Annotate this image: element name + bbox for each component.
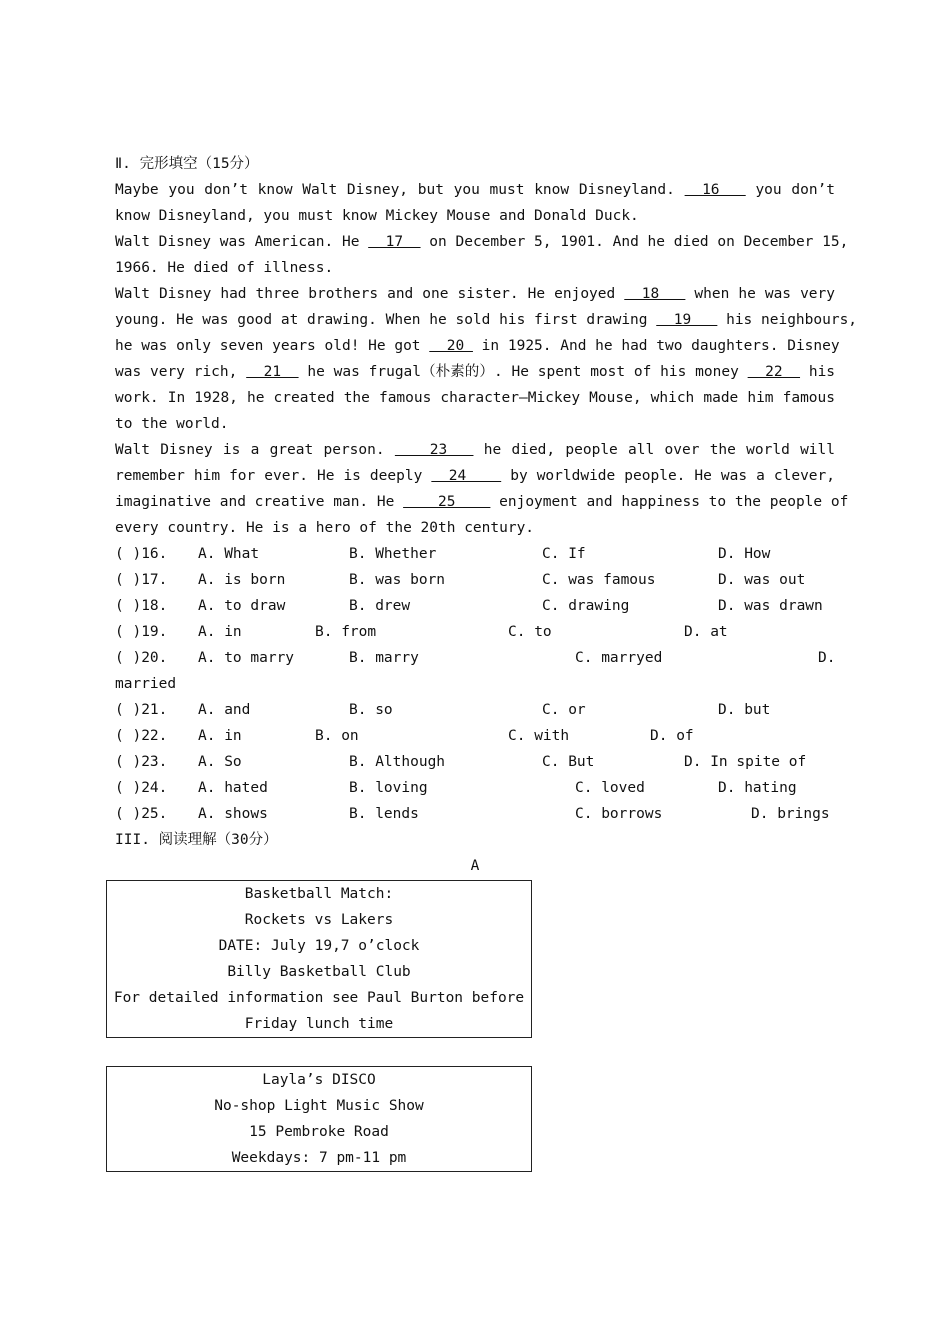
blank-19: 19 xyxy=(656,312,718,328)
option-c: C. loved xyxy=(575,780,645,796)
question-number: ( )18. xyxy=(115,598,168,614)
question-number: ( )25. xyxy=(115,806,168,822)
option-b: B. lends xyxy=(349,806,419,822)
question-number: ( )21. xyxy=(115,702,168,718)
question-number: ( )23. xyxy=(115,754,168,770)
blank-25: 25 xyxy=(403,494,491,510)
passage-line: every country. He is a hero of the 20th century. xyxy=(115,520,535,536)
option-a: A. in xyxy=(198,624,242,640)
option-b: B. from xyxy=(315,624,377,640)
passage-line: Walt Disney is a great person. 23 he died, people all over the world will xyxy=(115,437,835,463)
option-d: D. xyxy=(818,650,836,666)
option-b: B. so xyxy=(349,702,393,718)
notice-line: Weekdays: 7 pm-11 pm xyxy=(231,1150,407,1166)
option-a: A. and xyxy=(198,702,251,718)
question-number: ( )20. xyxy=(115,650,168,666)
notice-line: 15 Pembroke Road xyxy=(249,1124,389,1140)
blank-24: 24 xyxy=(431,468,502,484)
notice-line: No-shop Light Music Show xyxy=(214,1098,424,1114)
question-number: ( )22. xyxy=(115,728,168,744)
passage-line: young. He was good at drawing. When he sold his first drawing 19 his neighbours, xyxy=(115,307,835,333)
option-c: C. with xyxy=(508,728,570,744)
notice-line: DATE: July 19,7 o’clock xyxy=(218,938,420,954)
option-b: B. drew xyxy=(349,598,411,614)
blank-23: 23 xyxy=(394,442,474,458)
option-c: C. But xyxy=(542,754,595,770)
option-a: A. hated xyxy=(198,780,268,796)
option-a: A. to draw xyxy=(198,598,286,614)
option-d-wrapped: married xyxy=(115,676,177,692)
option-d: D. at xyxy=(684,624,728,640)
option-b: B. Although xyxy=(349,754,446,770)
option-c: C. drawing xyxy=(542,598,630,614)
section-heading-cloze: Ⅱ. 完形填空（15分） xyxy=(115,156,259,172)
passage-line: imaginative and creative man. He 25 enjoyment and happiness to the people of xyxy=(115,489,835,515)
question-21 xyxy=(115,697,835,723)
question-22 xyxy=(115,723,835,749)
blank-22: 22 xyxy=(747,364,801,380)
option-b: B. marry xyxy=(349,650,419,666)
option-a: A. in xyxy=(198,728,242,744)
option-d: D. How xyxy=(718,546,771,562)
blank-17: 17 xyxy=(368,234,421,250)
option-b: B. loving xyxy=(349,780,428,796)
passage-line: know Disneyland, you must know Mickey Mouse and Donald Duck. xyxy=(115,208,639,224)
option-a: A. is born xyxy=(198,572,286,588)
option-c: C. or xyxy=(542,702,586,718)
question-18 xyxy=(115,593,835,619)
option-a: A. What xyxy=(198,546,260,562)
question-number: ( )16. xyxy=(115,546,168,562)
option-d: D. was drawn xyxy=(718,598,823,614)
question-25 xyxy=(115,801,835,827)
notice-basketball-match xyxy=(106,880,532,1038)
passage-line: to the world. xyxy=(115,416,229,432)
option-a: A. shows xyxy=(198,806,268,822)
passage-line: Maybe you don’t know Walt Disney, but you must know Disneyland. 16 you don’t xyxy=(115,177,835,203)
option-c: C. to xyxy=(508,624,552,640)
passage-line: Walt Disney was American. He 17 on December 5, 1901. And he died on December 15, xyxy=(115,229,835,255)
notice-line: For detailed information see Paul Burton before xyxy=(113,990,525,1006)
option-d: D. but xyxy=(718,702,771,718)
cloze-section xyxy=(115,151,858,879)
blank-18: 18 xyxy=(624,286,686,302)
option-d: D. brings xyxy=(751,806,830,822)
notice-line: Friday lunch time xyxy=(244,1016,394,1032)
question-number: ( )17. xyxy=(115,572,168,588)
blank-21: 21 xyxy=(246,364,299,380)
question-16 xyxy=(115,541,835,567)
question-20 xyxy=(115,645,835,671)
blank-20: 20 xyxy=(429,338,473,354)
notice-line: Basketball Match: xyxy=(244,886,394,902)
passage-line: Walt Disney had three brothers and one sister. He enjoyed 18 when he was very xyxy=(115,281,835,307)
option-d: D. hating xyxy=(718,780,797,796)
option-c: C. If xyxy=(542,546,586,562)
option-c: C. marryed xyxy=(575,650,663,666)
passage-line: he was only seven years old! He got 20 in 1925. And he had two daughters. Disney xyxy=(115,333,835,359)
question-23 xyxy=(115,749,835,775)
passage-line: remember him for ever. He is deeply 24 by worldwide people. He was a clever, xyxy=(115,463,835,489)
section-heading-reading: III. 阅读理解（30分） xyxy=(115,832,278,848)
option-d: D. of xyxy=(650,728,694,744)
option-b: B. was born xyxy=(349,572,446,588)
question-17 xyxy=(115,567,835,593)
option-c: C. borrows xyxy=(575,806,663,822)
option-a: A. So xyxy=(198,754,242,770)
option-a: A. to marry xyxy=(198,650,295,666)
question-24 xyxy=(115,775,835,801)
question-number: ( )19. xyxy=(115,624,168,640)
option-b: B. on xyxy=(315,728,359,744)
question-number: ( )24. xyxy=(115,780,168,796)
option-d: D. was out xyxy=(718,572,806,588)
part-label: A xyxy=(470,858,480,874)
notice-line: Rockets vs Lakers xyxy=(244,912,394,928)
option-c: C. was famous xyxy=(542,572,656,588)
option-b: B. Whether xyxy=(349,546,437,562)
passage-line: 1966. He died of illness. xyxy=(115,260,334,276)
notice-line: Billy Basketball Club xyxy=(227,964,411,980)
blank-16: 16 xyxy=(684,182,746,198)
passage-line: work. In 1928, he created the famous character—Mickey Mouse, which made him famous xyxy=(115,390,835,406)
option-d: D. In spite of xyxy=(684,754,807,770)
notice-line: Layla’s DISCO xyxy=(262,1072,376,1088)
notice-disco xyxy=(106,1066,532,1172)
passage-line: was very rich, 21 he was frugal（朴素的）. He spent most of his money 22 his xyxy=(115,359,835,385)
question-19 xyxy=(115,619,835,645)
